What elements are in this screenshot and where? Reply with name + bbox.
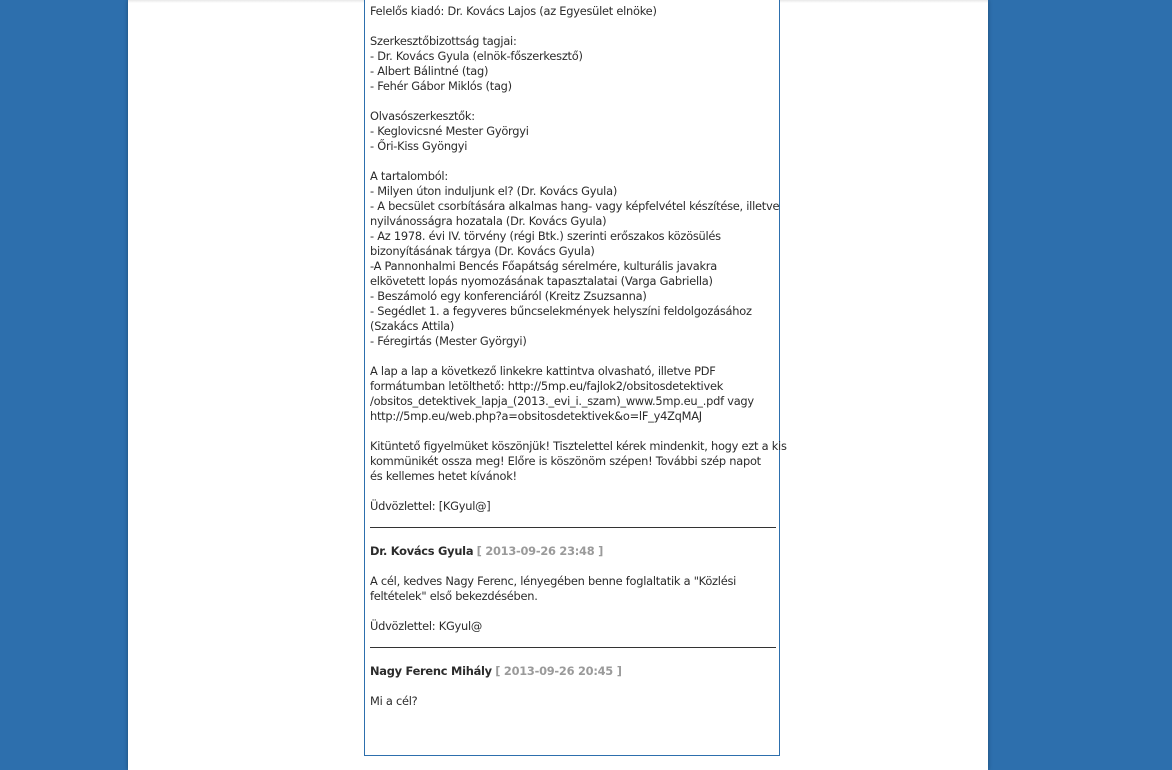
content-box	[364, 0, 787, 756]
article-line: Kitüntető figyelmüket köszönjük! Tisztelettel kérek mindenkit, hogy ezt a kis	[370, 439, 787, 453]
article-line: - Keglovicsné Mester Györgyi	[370, 124, 529, 138]
comment-header	[370, 664, 776, 679]
comment	[370, 544, 776, 634]
divider	[370, 647, 776, 648]
article-line: /obsitos_detektivek_lapja_(2013._evi_i._szam)_www.5mp.eu_.pdf vagy	[370, 394, 754, 408]
comment-date: [ 2013-09-26 20:45 ]	[495, 664, 622, 678]
comment-header	[370, 544, 776, 559]
article-line: - Fehér Gábor Miklós (tag)	[370, 79, 512, 93]
article-line: - Milyen úton induljunk el? (Dr. Kovács Gyula)	[370, 184, 618, 198]
comment-line: A cél, kedves Nagy Ferenc, lényegében benne foglaltatik a "Közlési	[370, 574, 737, 588]
page-container	[128, 0, 988, 770]
divider	[370, 527, 776, 528]
article-body	[370, 4, 787, 514]
article-line: Szerkesztőbizottság tagjai:	[370, 34, 517, 48]
article-line: Olvasószerkesztők:	[370, 109, 475, 123]
article-line: - Az 1978. évi IV. törvény (régi Btk.) szerinti erőszakos közösülés	[370, 229, 721, 243]
blank-line	[370, 424, 776, 439]
article-line: - Segédlet 1. a fegyveres bűncselekmények helyszíni feldolgozásához	[370, 304, 752, 318]
blank-line	[370, 349, 776, 364]
article-line: - Dr. Kovács Gyula (elnök-főszerkesztő)	[370, 49, 583, 63]
article-line: - Féregirtás (Mester Györgyi)	[370, 334, 527, 348]
comment-thread	[370, 4, 787, 709]
comment-date: [ 2013-09-26 23:48 ]	[476, 544, 604, 558]
blank-line	[370, 679, 776, 694]
article-line: elkövetett lopás nyomozásának tapasztalatai (Varga Gabriella)	[370, 274, 713, 288]
article-line: - Beszámoló egy konferenciáról (Kreitz Zsuzsanna)	[370, 289, 647, 303]
blank-line	[370, 94, 776, 109]
article-line: Üdvözlettel: [KGyul@]	[370, 499, 491, 513]
article-line: és kellemes hetet kívánok!	[370, 469, 517, 483]
article-line: (Szakács Attila)	[370, 319, 455, 333]
article-line: kommünikét ossza meg! Előre is köszönöm szépen! További szép napot	[370, 454, 761, 468]
blank-line	[370, 19, 776, 34]
article-line: bizonyításának tárgya (Dr. Kovács Gyula)	[370, 244, 595, 258]
comment-author: Nagy Ferenc Mihály	[370, 664, 492, 678]
article-line: - A becsület csorbítására alkalmas hang- vagy képfelvétel készítése, illetve	[370, 199, 780, 213]
blank-line	[370, 484, 776, 499]
comment-line: Mi a cél?	[370, 694, 418, 708]
article-line: A tartalomból:	[370, 169, 448, 183]
article-line: - Albert Bálintné (tag)	[370, 64, 489, 78]
article-line: nyilvánosságra hozatala (Dr. Kovács Gyula)	[370, 214, 607, 228]
article-line: -A Pannonhalmi Bencés Főapátság sérelmére, kulturális javakra	[370, 259, 717, 273]
comment-line: feltételek" első bekezdésében.	[370, 589, 538, 603]
article-line: A lap a lap a következő linkekre kattintva olvasható, illetve PDF	[370, 364, 716, 378]
blank-line	[370, 559, 776, 574]
comment-author: Dr. Kovács Gyula	[370, 544, 474, 558]
comment	[370, 664, 776, 709]
article-line: formátumban letölthető: http://5mp.eu/fajlok2/obsitosdetektivek	[370, 379, 724, 393]
blank-line	[370, 604, 776, 619]
blank-line	[370, 154, 776, 169]
comment-line: Üdvözlettel: KGyul@	[370, 619, 483, 633]
article-line: - Őri-Kiss Gyöngyi	[370, 139, 468, 153]
article-line: Felelős kiadó: Dr. Kovács Lajos (az Egyesület elnöke)	[370, 4, 657, 18]
article-line: http://5mp.eu/web.php?a=obsitosdetektivek&o=lF_y4ZqMAJ	[370, 409, 702, 423]
